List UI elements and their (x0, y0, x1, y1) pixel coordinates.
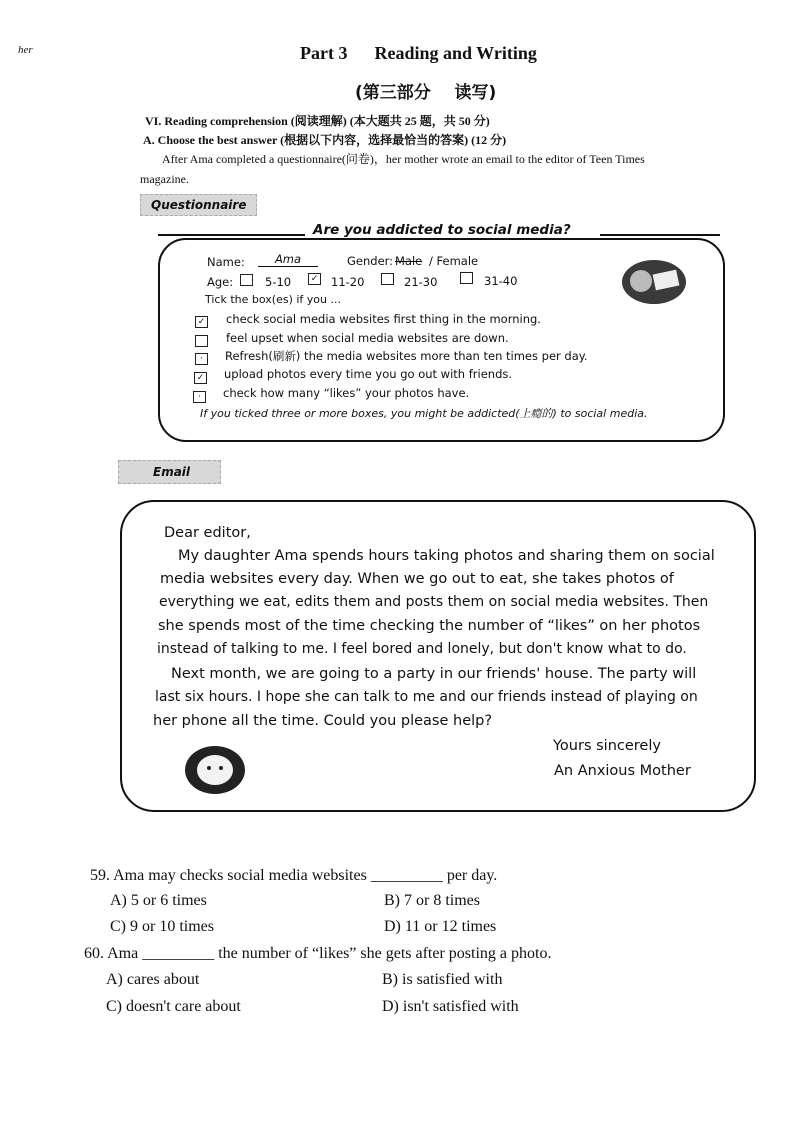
item-text-5: check how many “likes” your photos have. (223, 386, 470, 400)
intro-line-2: magazine. (140, 172, 189, 186)
part-subtitle: (第三部分 读写) (355, 83, 497, 103)
email-line-8: her phone all the time. Could you please help? (153, 713, 493, 729)
age-checkbox-4[interactable] (460, 272, 473, 284)
questionnaire-tag: Questionnaire (140, 194, 257, 216)
name-value: Ama (258, 252, 318, 267)
name-label: Name: (207, 255, 245, 269)
email-line-7: last six hours. I hope she can talk to me and our friends instead of playing on (155, 689, 698, 705)
part-title: Part 3 Reading and Writing (300, 43, 537, 63)
email-closing: Yours sincerely (553, 738, 661, 754)
email-line-4: she spends most of the time checking the number of “likes” on her photos (158, 618, 701, 634)
corner-text: her (18, 44, 33, 56)
age-checkbox-1[interactable] (240, 274, 253, 286)
section-heading: VI. Reading comprehension (阅读理解) (本大题共 25 题，共 50 分) (145, 114, 490, 128)
tick-prompt: Tick the box(es) if you ... (205, 293, 341, 306)
email-line-2: media websites every day. When we go out to eat, she takes photos of (160, 571, 674, 587)
age-checkbox-3[interactable] (381, 273, 394, 285)
email-line-3: everything we eat, edits them and posts them on social media websites. Then (159, 594, 709, 610)
question-59-option-b[interactable]: B) 7 or 8 times (384, 892, 480, 909)
intro-line-1: After Ama completed a questionnaire(问卷)，her mother wrote an email to the editor of Teen Times (162, 152, 645, 166)
item-checkbox-5[interactable]: · (193, 391, 206, 403)
question-60-option-b[interactable]: B) is satisfied with (382, 971, 503, 988)
age-option-2: 11-20 (331, 275, 365, 289)
question-60-option-d[interactable]: D) isn't satisfied with (382, 998, 519, 1015)
section-a-heading: A. Choose the best answer (根据以下内容，选择最恰当的答案) (12 分) (143, 133, 507, 147)
email-line-6: Next month, we are going to a party in our friends' house. The party will (171, 666, 697, 682)
gender-male: Male (395, 254, 423, 268)
question-59-option-d[interactable]: D) 11 or 12 times (384, 918, 497, 935)
age-option-1: 5-10 (265, 275, 292, 289)
questionnaire-title: Are you addicted to social media? (305, 222, 579, 238)
question-59-option-c[interactable]: C) 9 or 10 times (110, 918, 214, 935)
title-rule-left (158, 234, 308, 236)
question-60-option-a[interactable]: A) cares about (106, 971, 200, 988)
email-greeting: Dear editor, (164, 525, 251, 541)
title-rule-right (600, 234, 720, 236)
item-text-1: check social media websites first thing in the morning. (226, 312, 541, 326)
email-tag: Email (118, 460, 221, 484)
question-59-stem: 59. Ama may checks social media websites _________ per day. (90, 867, 498, 884)
item-checkbox-3[interactable]: · (195, 353, 208, 365)
mother-avatar-icon (185, 746, 245, 794)
questionnaire-note: If you ticked three or more boxes, you might be addicted(上瘾的) to social media. (200, 407, 648, 420)
question-60-option-c[interactable]: C) doesn't care about (106, 998, 241, 1015)
person-photo-icon (622, 260, 686, 304)
question-60-stem: 60. Ama _________ the number of “likes” she gets after posting a photo. (84, 945, 552, 962)
email-signature: An Anxious Mother (554, 763, 691, 779)
item-text-3: Refresh(刷新) the media websites more than ten times per day. (225, 349, 588, 363)
age-label: Age: (207, 275, 234, 289)
email-line-5: instead of talking to me. I feel bored and lonely, but don't know what to do. (157, 641, 687, 657)
email-line-1: My daughter Ama spends hours taking photos and sharing them on social (178, 548, 715, 564)
item-checkbox-1[interactable]: ✓ (195, 316, 208, 328)
item-checkbox-4[interactable]: ✓ (194, 372, 207, 384)
age-option-4: 31-40 (484, 274, 518, 288)
item-checkbox-2[interactable] (195, 335, 208, 347)
gender-label: Gender: (347, 254, 394, 268)
item-text-2: feel upset when social media websites are down. (226, 331, 509, 345)
item-text-4: upload photos every time you go out with friends. (224, 367, 513, 381)
age-checkbox-2[interactable]: ✓ (308, 273, 321, 285)
gender-female: / Female (429, 254, 479, 268)
question-59-option-a[interactable]: A) 5 or 6 times (110, 892, 207, 909)
age-option-3: 21-30 (404, 275, 438, 289)
